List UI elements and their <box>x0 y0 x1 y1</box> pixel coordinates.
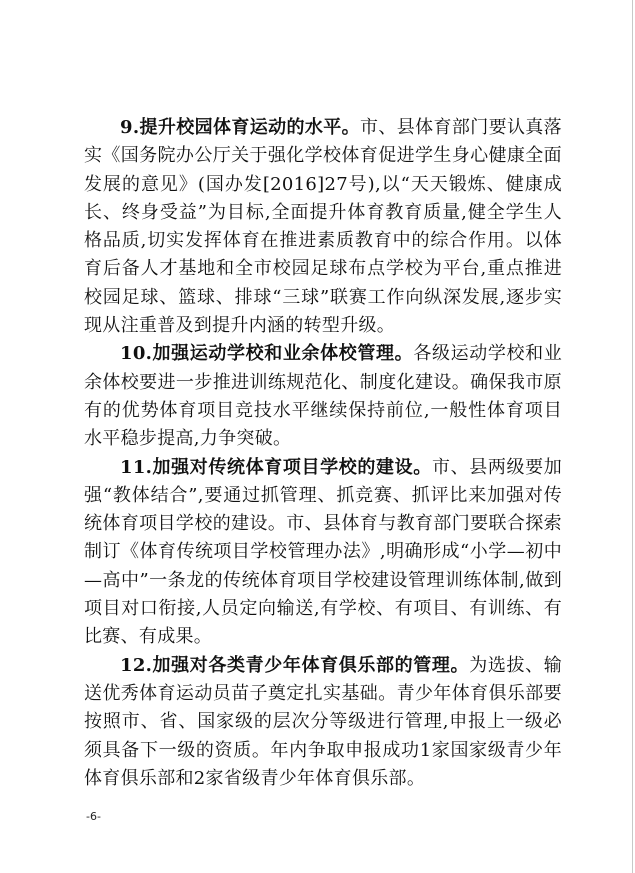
paragraph-10-title: 10.加强运动学校和业余体校管理。 <box>120 343 414 365</box>
paragraph-9 <box>84 114 562 340</box>
paragraph-10 <box>84 340 562 453</box>
paragraph-10-text: 各级运动学校和业余体校要进一步推进训练规范化、制度化建设。确保我市原有的优势体育项目竞技水平继续保持前位,一般性体育项目水平稳步提高,力争突破。 <box>84 343 562 450</box>
paragraph-12 <box>84 652 562 793</box>
paragraph-11 <box>84 454 562 652</box>
paragraph-12-title: 12.加强对各类青少年体育俱乐部的管理。 <box>120 654 470 676</box>
paragraph-9-title: 9.提升校园体育运动的水平。 <box>120 117 360 138</box>
paragraph-12-text: 为选拔、输送优秀体育运动员苗子奠定扎实基础。青少年体育俱乐部要按照市、省、国家级的层次分等级进行管理,申报上一级必须具备下一级的资质。年内争取申报成功1家国家级青少年体育俱乐部和2家省级青少年体育俱乐部。 <box>84 654 562 789</box>
page-number: -6- <box>86 810 101 823</box>
paragraph-11-text: 市、县两级要加强“教体结合”,要通过抓管理、抓竞赛、抓评比来加强对传统体育项目学校的建设。市、县体育与教育部门要联合探索制订《体育传统项目学校管理办法》,明确形成“小学—初中—高中”一条龙的传统体育项目学校建设管理训练体制,做到项目对口衔接,人员定向输送,有学校、有项目、有训练、有比赛、有成果。 <box>84 456 562 648</box>
paragraph-9-text: 市、县体育部门要认真落实《国务院办公厅关于强化学校体育促进学生身心健康全面发展的意见》(国办发[2016]27号),以“天天锻炼、健康成长、终身受益”为目标,全面提升体育教育质量,健全学生人格品质,切实发挥体育在推进素质教育中的综合作用。以体育后备人才基地和全市校园足球布点学校为平台,重点推进校园足球、篮球、排球“三球”联赛工作向纵深发展,逐步实现从注重普及到提升内涵的转型升级。 <box>84 117 562 337</box>
paragraph-11-title: 11.加强对传统体育项目学校的建设。 <box>120 456 432 478</box>
document-body <box>84 114 562 793</box>
page-edge-line <box>632 0 633 873</box>
